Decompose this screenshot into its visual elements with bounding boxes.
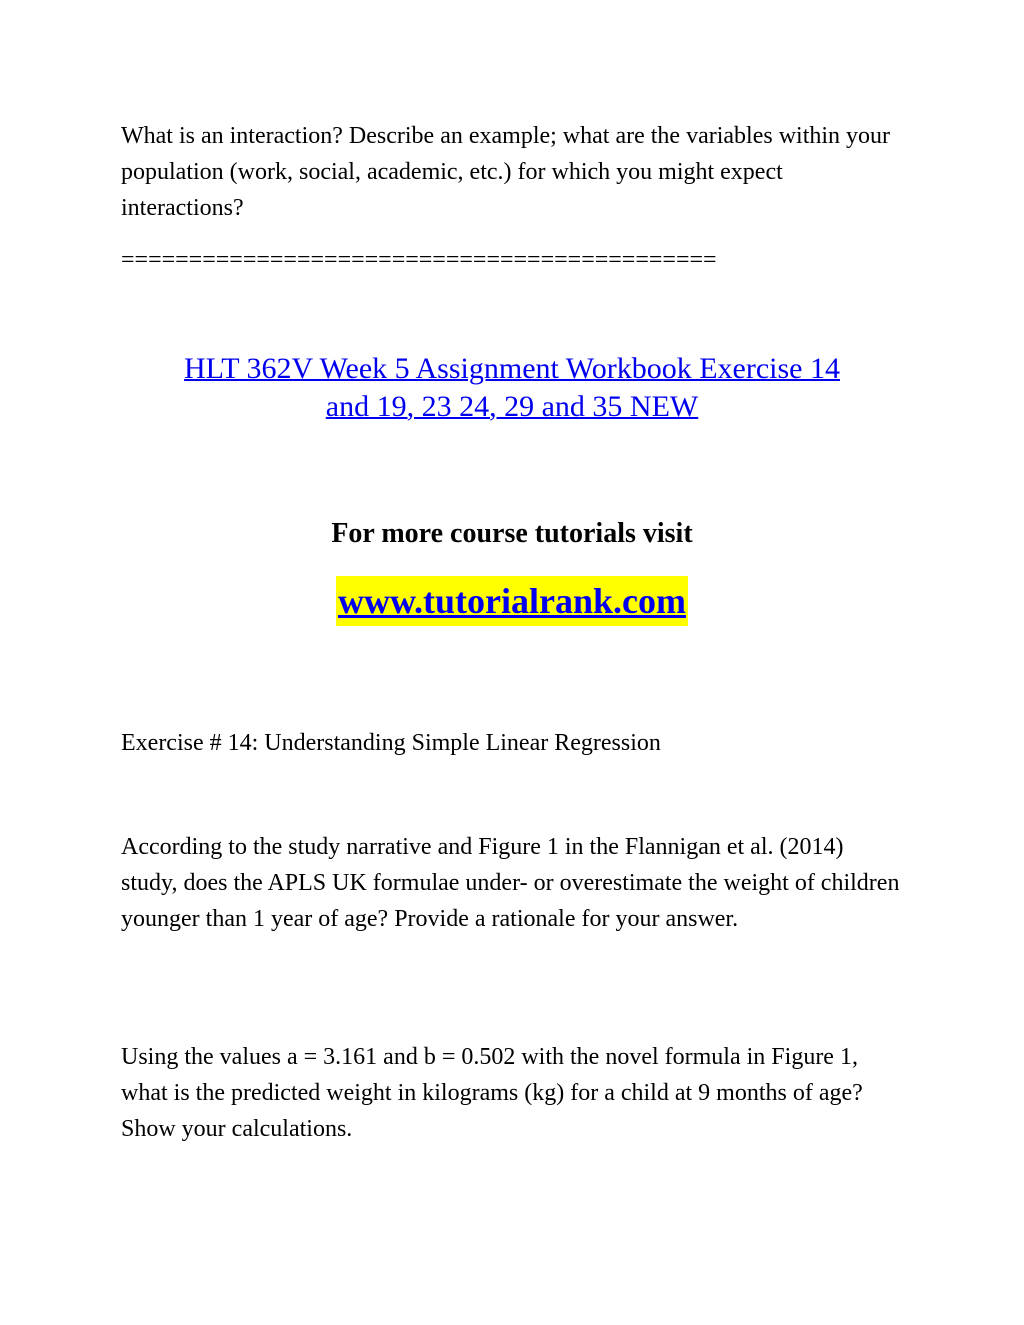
title-link[interactable]: [184, 352, 840, 423]
title-heading: [0, 350, 1024, 426]
site-link[interactable]: www.tutorialrank.com: [336, 576, 688, 626]
question-1: According to the study narrative and Figure 1 in the Flannigan et al. (2014) study, does the APLS UK formulae under- or overestimate the weight of children younger than 1 year of age? Provide a rationale for your answer.: [121, 834, 900, 932]
title-line-1: HLT 362V Week 5 Assignment Workbook Exercise 14: [184, 352, 840, 385]
exercise-heading: Exercise # 14: Understanding Simple Linear Regression: [121, 730, 661, 756]
question-2: Using the values a = 3.161 and b = 0.502 with the novel formula in Figure 1, what is the predicted weight in kilograms (kg) for a child at 9 months of age? Show your calculations.: [121, 1044, 863, 1142]
separator-line: ============================================: [121, 247, 717, 273]
site-link-container: [0, 576, 1024, 626]
intro-question: What is an interaction? Describe an example; what are the variables within your population (work, social, academic, etc.) for which you might expect interactions?: [121, 123, 891, 221]
title-line-2: and 19, 23 24, 29 and 35 NEW: [325, 390, 699, 423]
more-tutorials-text: For more course tutorials visit: [331, 518, 693, 549]
